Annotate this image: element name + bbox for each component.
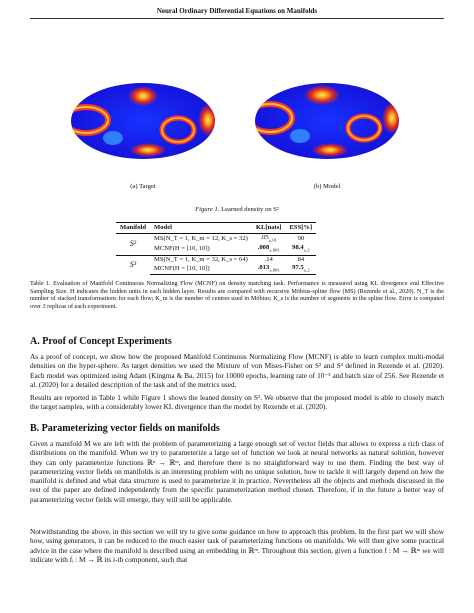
- figure-target-plot: [68, 80, 218, 162]
- table-row: [116, 234, 316, 245]
- kl-error: ±.001: [269, 247, 280, 253]
- kl-error: ±.001: [269, 266, 280, 272]
- ess-value: 90: [297, 235, 305, 243]
- ess-error: ±.2: [303, 266, 310, 272]
- header-kl: KL[nats]: [252, 223, 286, 234]
- section-a-title: A. Proof of Concept Experiments: [30, 336, 172, 347]
- section-b-title: B. Parameterizing vector fields on manifolds: [30, 423, 220, 434]
- figure-caption-label: Figure 1.: [195, 206, 220, 213]
- table-caption: Table 1. Evaluation of Manifold Continuous Normalizing Flow (MCNF) on density matching task. Performance is measured using KL divergence end Effective Sampling Size. H indicates the hidden units in each hidden layer. Results are compared with recursive Möbius-spline flow (MS) (Rezende et al., 2020). N_T is the number of stacked transformations for each flow; K_m is the number of centres used in Möbius; K_s is the number of segments in the spline flow. Error is computed over 3 replicas of each experiment.: [30, 280, 444, 310]
- kl-error: ±.01: [268, 237, 277, 243]
- running-header: Neural Ordinary Differential Equations on Manifolds: [156, 7, 318, 15]
- header-ess: ESS[%]: [286, 223, 317, 234]
- ess-value: 98.4: [292, 244, 304, 252]
- kl-value: .013: [257, 263, 270, 271]
- ess-cell: [286, 234, 317, 245]
- model-cell: MS(N_T = 1, K_m = 12, K_s = 32): [154, 235, 248, 243]
- header-model: Model: [150, 223, 252, 234]
- subcaption-model: (b) Model: [313, 183, 341, 190]
- results-table: [116, 222, 316, 275]
- ess-cell: [286, 255, 317, 264]
- manifold-s3: S³: [116, 255, 150, 274]
- figure-caption-text: Learned density on S²: [221, 206, 279, 213]
- header-manifold: Manifold: [116, 223, 150, 234]
- section-b-paragraph-2: Notwithstanding the above, in this section we will try to give some guidance on how to approach this problem. In the first part we will show how, using generators, it can be reduced to the much easier task of parameterizing functions on manifolds. We will then give some practical advice in the case where the manifold is described using an embedding in ℝᵐ. Throughout this section, given a function f : M → ℝᵐ we will indicate with fᵢ : M → ℝ its i-th component, such that: [30, 527, 444, 564]
- kl-value: .14: [264, 255, 273, 263]
- header-rule: [30, 18, 444, 19]
- figure-caption: [30, 206, 444, 213]
- figure-model-plot: [252, 80, 402, 162]
- subcaption-target: (a) Target: [130, 183, 156, 190]
- model-cell: MCNF(H = [10, 10]): [154, 245, 210, 253]
- table-row: [116, 255, 316, 264]
- section-a-paragraph-2: Results are reported in Table 1 while Figure 1 shows the leaned density on S². We observe that the proposed model is able to closely match the target samples, with a considerably lower KL divergence than the model by Rezende et al. (2020).: [30, 393, 444, 412]
- kl-value: .05: [260, 234, 269, 241]
- model-cell: MS(N_T = 1, K_m = 32, K_s = 64): [150, 255, 252, 264]
- model-cell: MCNF(H = [10, 10]): [150, 264, 252, 275]
- ess-error: ±.2: [303, 247, 310, 253]
- ess-value: 84: [297, 255, 305, 263]
- ess-cell: [286, 264, 317, 275]
- kl-cell: [252, 264, 286, 275]
- kl-cell: [252, 244, 286, 255]
- kl-cell: [252, 255, 286, 264]
- ess-value: 97.5: [292, 263, 304, 271]
- table-header-row: [116, 223, 316, 234]
- kl-cell: [252, 234, 286, 245]
- manifold-s2: S²: [129, 239, 137, 249]
- kl-value: .008: [257, 244, 270, 252]
- ess-cell: [286, 244, 317, 255]
- section-a-paragraph-1: As a proof of concept, we show how the proposed Manifold Continuous Normalizing Flow (MCNF) is able to learn complex multi-modal densities on the hyper-sphere. As target densities we used the Mixture of von Mises-Fisher on S² and S³ defined in Rezende et al. (2020). Each model was optimized using Adam (Kingma & Ba, 2015) for 10000 epochs, learning rate of 10⁻³ and batch size of 256. See Rezende et al. (2020) for a detailed description of the task and of the metrics used.: [30, 352, 444, 389]
- section-b-paragraph-1: Given a manifold M we are left with the problem of parameterizing a large enough set of vector fields that allows to express a rich class of distributions on the manifold. When we try to parameterize a large set of function we look at neural networks as natural solution, however they can only parameterize functions ℝⁿ → ℝᵐ, and therefore there is no straightforward way to use them. Finding the best way of parameterizing vector fields on manifolds is an interesting problem with no unique solution, how to tackle it will largely depend on how the manifold is defined and what data structure is used to parameterize it in practice. Nevertheless all the objects and methods discussed in the rest of the paper are defined independently from the specific parameterization method chosen. Therefore, if in the future a better way of parameterizing vector fields will emerge, they will still be applicable.: [30, 439, 444, 504]
